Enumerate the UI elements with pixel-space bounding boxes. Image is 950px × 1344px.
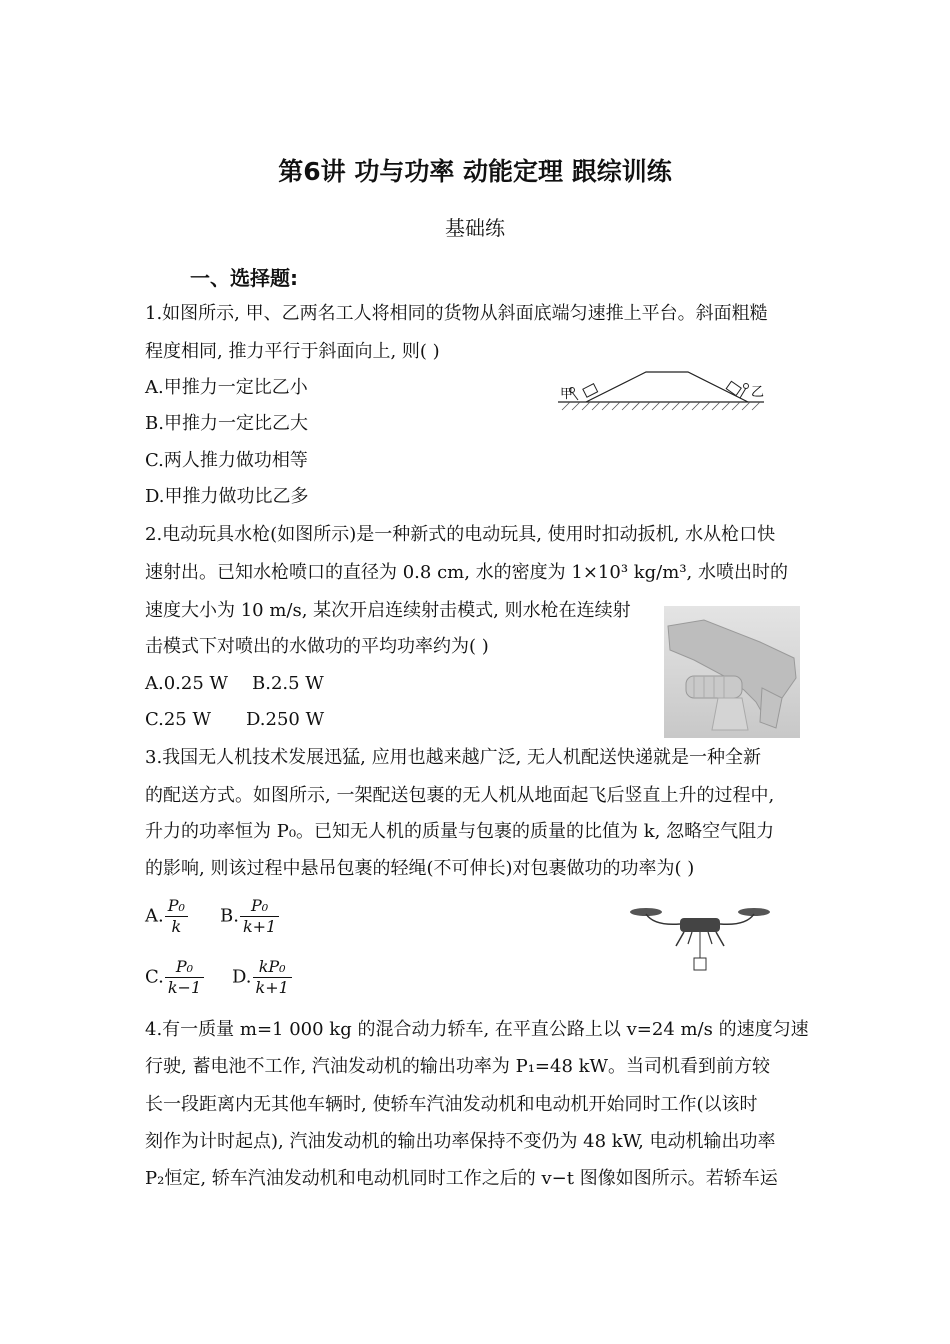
page-subtitle: 基础练 xyxy=(445,216,505,240)
q3-line-3: 升力的功率恒为 P₀。已知无人机的质量与包裹的质量的比值为 k, 忽略空气阻力 xyxy=(145,821,775,842)
q1-line-2: 程度相同, 推力平行于斜面向上, 则( ) xyxy=(145,341,440,362)
q4-line-3: 长一段距离内无其他车辆时, 使轿车汽油发动机和电动机开始同时工作(以该时 xyxy=(145,1094,758,1115)
q2-option-c: C.25 W xyxy=(145,709,211,730)
q3-option-a: A. $\frac{\text{P₀}}{k}$ xyxy=(145,896,188,937)
drone-figure xyxy=(628,900,772,974)
page-title: 第6讲 功与功率 动能定理 跟综训练 xyxy=(278,157,672,186)
q4-line-4: 刻作为计时起点), 汽油发动机的输出功率保持不变仍为 48 kW, 电动机输出功率 xyxy=(145,1131,776,1152)
incline-label-right: 乙 xyxy=(751,385,765,400)
q3-option-b: B. $\frac{\text{P₀}}{k+1}$ xyxy=(220,896,279,937)
water-gun-photo xyxy=(664,606,800,738)
q3-option-a-denominator: k xyxy=(171,917,182,936)
q3-option-a-numerator: P₀ xyxy=(165,896,188,917)
incline-figure xyxy=(558,362,768,418)
q3-option-c-denominator: k−1 xyxy=(167,978,202,997)
q2-line-4: 击模式下对喷出的水做功的平均功率约为( ) xyxy=(145,636,489,657)
q3-option-c: C. $\frac{\text{P₀}}{k-1}$ xyxy=(145,957,204,998)
q4-line-1: 4.有一质量 m=1 000 kg 的混合动力轿车, 在平直公路上以 v=24 m/s 的速度匀速 xyxy=(145,1019,809,1040)
q4-line-2: 行驶, 蓄电池不工作, 汽油发动机的输出功率为 P₁=48 kW。当司机看到前方较 xyxy=(145,1056,771,1077)
q3-option-b-numerator: P₀ xyxy=(240,896,279,917)
q2-option-a: A.0.25 W xyxy=(145,673,229,694)
q3-option-c-numerator: P₀ xyxy=(165,957,204,978)
q2-option-b: B.2.5 W xyxy=(252,673,324,694)
q4-line-5: P₂恒定, 轿车汽油发动机和电动机同时工作之后的 v−t 图像如图所示。若轿车运 xyxy=(145,1168,778,1189)
q2-line-2: 速射出。已知水枪喷口的直径为 0.8 cm, 水的密度为 1×10³ kg/m³, 水喷出时的 xyxy=(145,562,788,583)
q3-line-4: 的影响, 则该过程中悬吊包裹的轻绳(不可伸长)对包裹做功的功率为( ) xyxy=(145,858,695,879)
q3-option-d-denominator: k+1 xyxy=(255,978,289,997)
incline-label-left: 甲 xyxy=(560,387,574,402)
q2-line-3: 速度大小为 10 m/s, 某次开启连续射击模式, 则水枪在连续射 xyxy=(145,600,631,621)
q1-option-c: C.两人推力做功相等 xyxy=(145,450,308,471)
q3-option-b-denominator: k+1 xyxy=(242,917,277,936)
q2-option-d: D.250 W xyxy=(246,709,325,730)
q1-line-1: 1.如图所示, 甲、乙两名工人将相同的货物从斜面底端匀速推上平台。斜面粗糙 xyxy=(145,303,768,324)
q2-line-1: 2.电动玩具水枪(如图所示)是一种新式的电动玩具, 使用时扣动扳机, 水从枪口快 xyxy=(145,524,776,545)
q1-option-a: A.甲推力一定比乙小 xyxy=(145,377,308,398)
q3-line-2: 的配送方式。如图所示, 一架配送包裹的无人机从地面起飞后竖直上升的过程中, xyxy=(145,785,775,806)
q1-option-d: D.甲推力做功比乙多 xyxy=(145,486,309,507)
q3-option-d-numerator: kP₀ xyxy=(253,957,292,978)
q1-option-b: B.甲推力一定比乙大 xyxy=(145,413,308,434)
section-heading: 一、选择题: xyxy=(190,266,298,290)
q3-line-1: 3.我国无人机技术发展迅猛, 应用也越来越广泛, 无人机配送快递就是一种全新 xyxy=(145,747,762,768)
q3-option-d: D. $\frac{\text{kP₀}}{k+1}$ xyxy=(232,957,292,998)
